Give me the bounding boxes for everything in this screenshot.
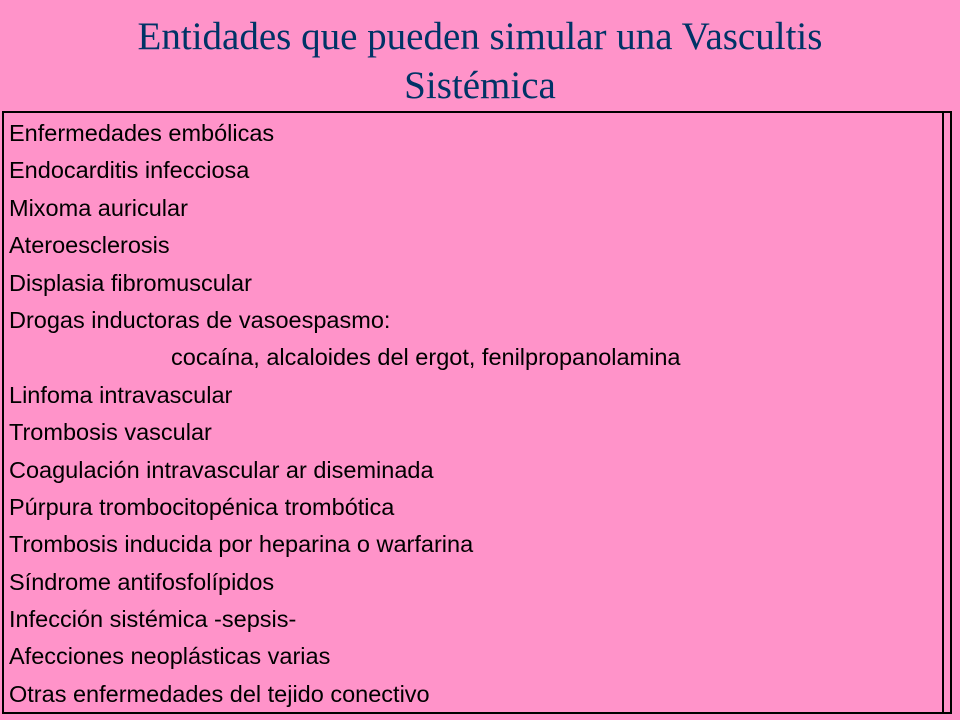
- list-item: Afecciones neoplásticas varias: [9, 643, 331, 670]
- list-subitem: cocaína, alcaloides del ergot, fenilpropanolamina: [171, 344, 681, 371]
- entity-list: [9, 115, 681, 713]
- list-item: Otras enfermedades del tejido conectivo: [9, 680, 430, 707]
- slide-title-line-1: Entidades que pueden simular una Vascultis: [137, 15, 823, 58]
- list-item: Coagulación intravascular ar diseminada: [9, 456, 434, 483]
- list-item: Púrpura trombocitopénica trombótica: [9, 493, 395, 520]
- list-item: Síndrome antifosfolípidos: [9, 568, 275, 595]
- content-box: [2, 111, 952, 714]
- list-item: Trombosis inducida por heparina o warfarina: [9, 531, 474, 558]
- list-item: Enfermedades embólicas: [9, 120, 275, 146]
- list-item: Endocarditis infecciosa: [9, 157, 250, 184]
- slide-title-line-2: Sistémica: [404, 64, 556, 107]
- slide-title: [0, 12, 960, 110]
- list-item: Mixoma auricular: [9, 194, 188, 221]
- list-item: Trombosis vascular: [9, 419, 212, 446]
- list-item: Infección sistémica -sepsis-: [9, 606, 297, 633]
- list-item: Displasia fibromuscular: [9, 269, 252, 296]
- list-item: Ateroesclerosis: [9, 232, 170, 259]
- list-item: Drogas inductoras de vasoespasmo:: [9, 306, 391, 333]
- list-item: Linfoma intravascular: [9, 381, 233, 408]
